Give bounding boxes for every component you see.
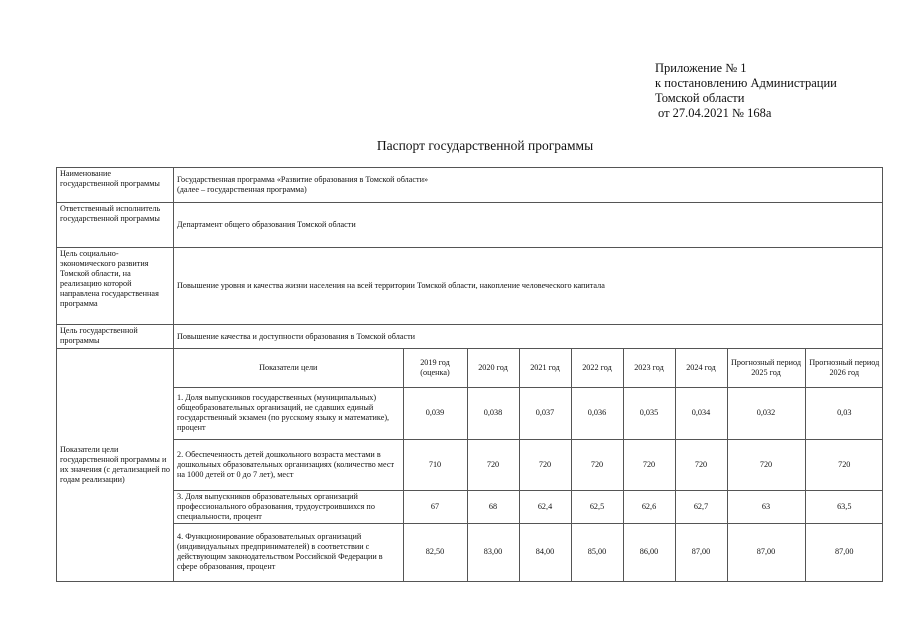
indicator-value: 62,7 [675,490,727,523]
indicators-table [174,349,883,581]
table-row [57,325,883,349]
column-header: Прогнозный период 2026 год [805,349,883,387]
column-header: Показатели цели [174,349,403,387]
indicator-value: 0,039 [403,387,467,439]
column-header: 2023 год [623,349,675,387]
indicator-name: 2. Обеспеченность детей дошкольного возраста местами в дошкольных образовательных организациях (количество мест на 1000 детей от 0 до 7 лет), мест [174,439,403,490]
appendix-line: к постановлению Администрации [655,76,837,90]
indicator-value: 720 [675,439,727,490]
indicator-value: 87,00 [727,523,805,581]
indicator-value: 720 [727,439,805,490]
indicator-value: 0,035 [623,387,675,439]
indicator-value: 720 [805,439,883,490]
indicator-value: 68 [467,490,519,523]
row-value: Повышение качества и доступности образования в Томской области [174,325,883,349]
indicator-value: 62,5 [571,490,623,523]
indicator-value: 720 [623,439,675,490]
table-row [57,248,883,325]
column-header: 2020 год [467,349,519,387]
indicator-value: 0,03 [805,387,883,439]
indicator-value: 67 [403,490,467,523]
column-header: 2021 год [519,349,571,387]
indicator-value: 0,036 [571,387,623,439]
indicator-name: 3. Доля выпускников образовательных организаций профессионального образования, трудоустроившихся по специальности, процент [174,490,403,523]
column-header: Прогнозный период 2025 год [727,349,805,387]
row-label: Ответственный исполнитель государственной программы [57,203,174,248]
indicator-name: 1. Доля выпускников государственных (муниципальных) общеобразовательных организаций, не сдавших единый государственный экзамен (по русскому языку и математике), процент [174,387,403,439]
row-label: Показатели цели государственной программы и их значения (с детализацией по годам реализации) [57,349,174,582]
row-value: Департамент общего образования Томской области [174,203,883,248]
passport-table [56,167,883,582]
table-row [57,349,883,582]
indicator-name: 4. Функционирование образовательных организаций (индивидуальных предпринимателей) в соответствии с действующим законодательством Российской Федерации в сфере образования, процент [174,523,403,581]
appendix-date: от 27.04.2021 № 168а [658,106,772,120]
column-header: 2019 год (оценка) [403,349,467,387]
indicator-value: 86,00 [623,523,675,581]
row-label: Наименование государственной программы [57,168,174,203]
table-row [57,203,883,248]
indicator-value: 720 [571,439,623,490]
indicators-cell [174,349,883,582]
indicator-value: 710 [403,439,467,490]
indicator-value: 0,034 [675,387,727,439]
indicator-value: 720 [467,439,519,490]
indicator-value: 720 [519,439,571,490]
program-name-note: (далее – государственная программа) [177,185,307,194]
indicator-value: 87,00 [675,523,727,581]
indicator-value: 83,00 [467,523,519,581]
row-value: Повышение уровня и качества жизни населения на всей территории Томской области, накопление человеческого капитала [174,248,883,325]
row-label: Цель государственной программы [57,325,174,349]
indicator-value: 85,00 [571,523,623,581]
indicator-row [174,387,883,439]
indicator-row [174,523,883,581]
indicator-value: 82,50 [403,523,467,581]
program-name: Государственная программа «Развитие образования в Томской области» [177,175,429,184]
indicator-value: 62,4 [519,490,571,523]
indicator-value: 84,00 [519,523,571,581]
indicator-value: 63 [727,490,805,523]
indicator-value: 62,6 [623,490,675,523]
indicator-value: 0,038 [467,387,519,439]
appendix-line: Томской области [655,91,745,105]
indicator-value: 63,5 [805,490,883,523]
indicator-row [174,439,883,490]
page-title: Паспорт государственной программы [376,138,594,153]
table-row [57,168,883,203]
indicators-header-row [174,349,883,387]
column-header: 2024 год [675,349,727,387]
row-value [174,168,883,203]
indicator-value: 0,037 [519,387,571,439]
appendix-block [655,61,837,121]
indicator-row [174,490,883,523]
indicator-value: 0,032 [727,387,805,439]
indicator-value: 87,00 [805,523,883,581]
appendix-line: Приложение № 1 [655,61,747,75]
row-label: Цель социально-экономического развития Томской области, на реализацию которой направлена государственная программа [57,248,174,325]
column-header: 2022 год [571,349,623,387]
